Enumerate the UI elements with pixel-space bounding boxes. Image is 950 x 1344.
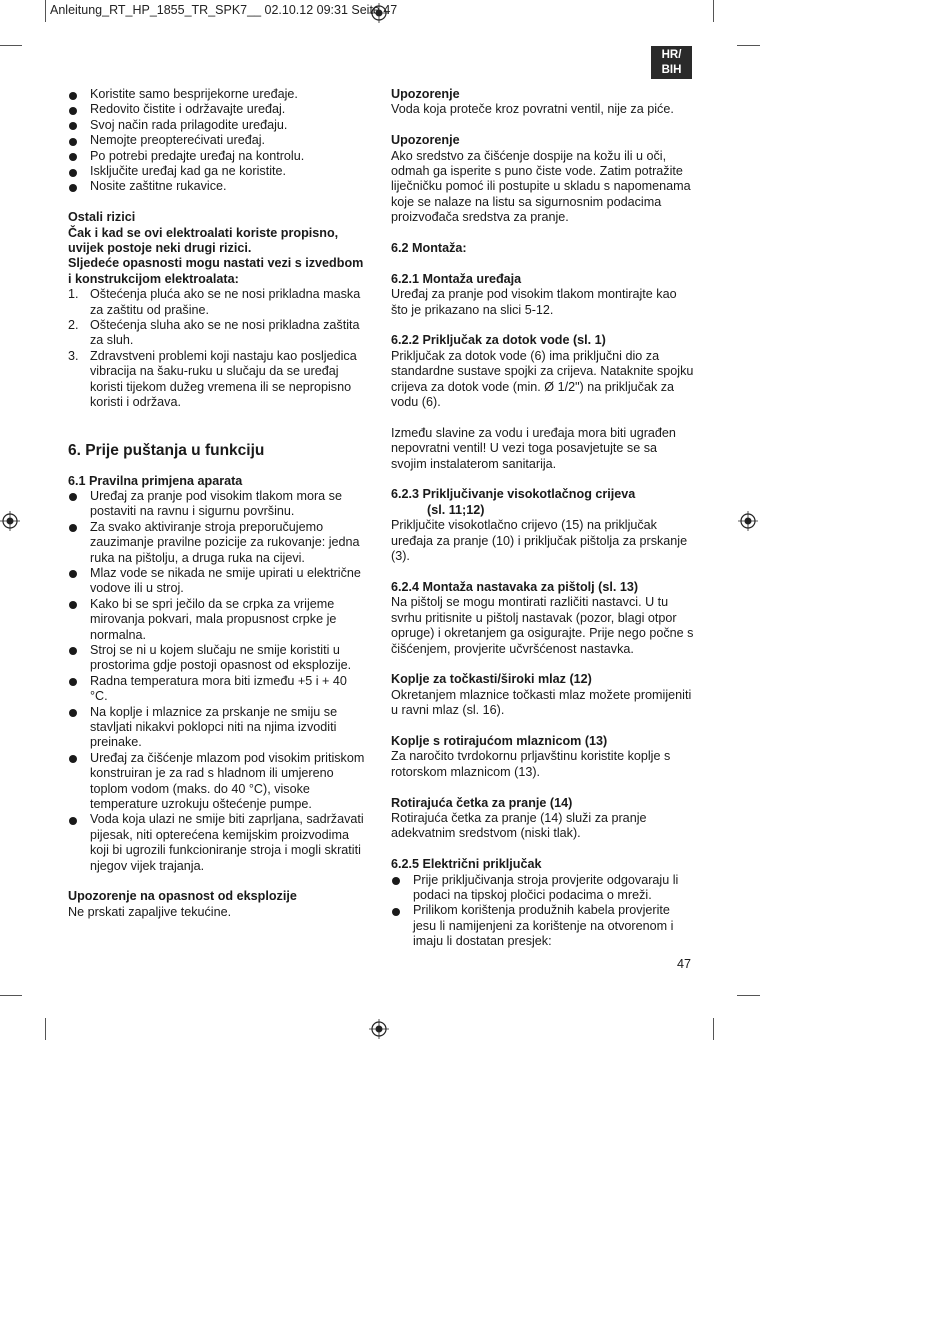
risks-heading: Ostali rizici xyxy=(68,210,136,225)
list-text: Oštećenja pluća ako se ne nosi prikladna maska za zaštitu od prašine. xyxy=(90,287,361,317)
list-item: Na koplje i mlaznice za prskanje ne smiju se stavljati nikakvi poklopci niti na njima izvoditi preinake. xyxy=(68,705,368,751)
subsection-heading: 6.2.3 Priključivanje visokotlačnog crijeva xyxy=(391,487,636,502)
list-item: Kako bi se spri ječilo da se crpka za vrijeme mirovanja pokvari, mala propusnost crpke je normalna. xyxy=(68,597,368,643)
list-item: Nosite zaštitne rukavice. xyxy=(68,179,368,194)
list-item: Nemojte preopterećivati uređaj. xyxy=(68,133,368,148)
paragraph: Rotirajuća četka za pranje (14) služi za pranje adekvatnim sredstvom (niski tlak). xyxy=(391,810,647,841)
section-title: 6. Prije puštanja u funkciju xyxy=(68,441,265,459)
paragraph: Uređaj za pranje pod visokim tlakom montirajte kao što je prikazano na slici 5-12. xyxy=(391,287,677,317)
list-item: Stroj se ni u kojem slučaju ne smije koristiti u prostorima gdje postoji opasnost od eksplozije. xyxy=(68,643,368,674)
subsection-heading: 6.2.2 Priključak za dotok vode (sl. 1) xyxy=(391,333,606,348)
list-item: Prije priključivanja stroja provjerite odgovaraju li podaci na tipskoj pločici podacima o mreži. xyxy=(391,873,696,904)
crop-mark xyxy=(0,45,22,46)
warning-text: Voda koja proteče kroz povratni ventil, nije za piće. xyxy=(391,102,674,117)
warning-heading: Upozorenje xyxy=(391,87,460,101)
left-column xyxy=(68,87,368,920)
risks-intro-2: Sljedeće opasnosti mogu nastati vezi s izvedbom i konstrukcijom elektroalata: xyxy=(68,256,364,286)
usage-bullet-list xyxy=(68,489,368,874)
list-item: Isključite uređaj kad ga ne koristite. xyxy=(68,164,368,179)
electrical-bullet-list xyxy=(391,873,696,950)
crop-mark xyxy=(713,1018,714,1040)
registration-mark-icon xyxy=(369,1019,389,1039)
print-slug: Anleitung_RT_HP_1855_TR_SPK7__ 02.10.12 09:31 Seite 47 xyxy=(50,3,398,17)
list-item: Po potrebi predajte uređaj na kontrolu. xyxy=(68,149,368,164)
paragraph: Na pištolj se mogu montirati različiti nastavci. U tu svrhu pritisnite u pištolj nastavak (pozor, blagi otpor opruge) i okretanjem ga osigurajte. Prije nego počne s čišćenjem, provjerite učvršćenost nastavka. xyxy=(391,595,694,656)
subsection-heading: 6.2.1 Montaža uređaja xyxy=(391,271,522,286)
list-text: Oštećenja sluha ako se ne nosi prikladna zaštita za sluh. xyxy=(90,318,360,348)
list-item: Uređaj za pranje pod visokim tlakom mora se postaviti na ravnu i sigurnu površinu. xyxy=(68,489,368,520)
list-item: Koristite samo besprijekorne uređaje. xyxy=(68,87,368,102)
subsection-heading-cont: (sl. 11;12) xyxy=(427,502,485,517)
registration-mark-icon xyxy=(738,511,758,531)
registration-mark-icon xyxy=(0,511,20,531)
paragraph: Za naročito tvrdokornu prljavštinu koristite koplje s rotorskom mlaznicom (13). xyxy=(391,749,671,779)
warning-heading: Upozorenje xyxy=(391,133,460,148)
list-item: Svoj način rada prilagodite uređaju. xyxy=(68,118,368,133)
subsection-heading: 6.1 Pravilna primjena aparata xyxy=(68,473,243,488)
list-number: 2. xyxy=(68,318,79,333)
language-badge-line1: HR/ xyxy=(661,49,682,61)
list-item: Za svako aktiviranje stroja preporučujemo zauzimanje pravilne pozicije za rukovanje: jedna ruka na pištolju, a druga ruka na cijevi. xyxy=(68,520,368,566)
list-number: 1. xyxy=(68,287,79,302)
paragraph: Priključak za dotok vode (6) ima priključni dio za standardne sustave spojki za crijeva. Nataknite spojku crijeva za dotok vode (min. Ø 1/2") na priključak za vodu (6). xyxy=(391,348,694,410)
paragraph: Okretanjem mlaznice točkasti mlaz možete promijeniti u ravni mlaz (sl. 16). xyxy=(391,687,692,718)
explosion-heading: Upozorenje na opasnost od eksplozije xyxy=(68,889,297,904)
list-item xyxy=(68,349,368,411)
risks-list xyxy=(68,287,368,410)
crop-mark xyxy=(737,995,760,996)
right-column xyxy=(391,87,696,950)
list-item: Mlaz vode se nikada ne smije upirati u električne vodove ili u stroj. xyxy=(68,566,368,597)
list-item: Voda koja ulazi ne smije biti zaprljana, sadržavati pijesak, niti opterećena kemijskim proizvodima koji bi ugrozili funkcioniranje stroja i mogli skratiti njegov vijek trajanja. xyxy=(68,812,368,874)
subsection-heading: 6.2 Montaža: xyxy=(391,241,467,256)
subsection-heading: 6.2.4 Montaža nastavaka za pištolj (sl. 13) xyxy=(391,579,639,594)
subsection-heading: Rotirajuća četka za pranje (14) xyxy=(391,795,573,810)
list-item: Redovito čistite i održavajte uređaj. xyxy=(68,102,368,117)
safety-bullet-list xyxy=(68,87,368,195)
crop-mark xyxy=(45,0,46,22)
subsection-heading: Koplje za točkasti/široki mlaz (12) xyxy=(391,672,592,687)
list-number: 3. xyxy=(68,348,79,363)
crop-mark xyxy=(713,0,714,22)
language-badge xyxy=(651,46,692,79)
list-item: Radna temperatura mora biti između +5 i + 40 °C. xyxy=(68,674,368,705)
list-text: Zdravstveni problemi koji nastaju kao posljedica vibracija na šaku-ruku u slučaju da se uređaj koristi tijekom dužeg vremena ili se nepropisno koristi i održava. xyxy=(90,348,357,410)
explosion-text: Ne prskati zapaljive tekućine. xyxy=(68,904,232,919)
list-item: Uređaj za čišćenje mlazom pod visokim pritiskom konstruiran je za rad s hladnom ili umjereno toplom vodom (maks. do 40 °C), visoke temperature uzrokuju oštećenje pumpe. xyxy=(68,751,368,813)
warning-text: Ako sredstvo za čišćenje dospije na kožu ili u oči, odmah ga isperite s puno čiste vode. Zatim potražite liječničku pomoć ili postupite u skladu s napomenama koje se nalaze na listu sa sigurnosnim podacima proizvođača sredstva za pranje. xyxy=(391,148,691,225)
subsection-heading: Koplje s rotirajućom mlaznicom (13) xyxy=(391,733,608,748)
crop-mark xyxy=(737,45,760,46)
paragraph: Između slavine za vodu i uređaja mora biti ugrađen nepovratni ventil! U vezi toga posavjetujte se sa svojim instalaterom sanitarija. xyxy=(391,425,676,471)
list-item xyxy=(68,287,368,318)
crop-mark xyxy=(0,995,22,996)
page-number: 47 xyxy=(677,957,692,971)
list-item: Prilikom korištenja produžnih kabela provjerite jesu li namijenjeni za korištenje na otvorenom i imaju li dostatan presjek: xyxy=(391,903,696,949)
paragraph: Priključite visokotlačno crijevo (15) na priključak uređaja za pranje (10) i priključak pištolja za prskanje (3). xyxy=(391,518,688,564)
subsection-heading: 6.2.5 Električni priključak xyxy=(391,857,542,872)
list-item xyxy=(68,318,368,349)
language-badge-line2: BIH xyxy=(661,64,682,76)
risks-intro: Čak i kad se ovi elektroalati koriste propisno, uvijek postoje neki drugi rizici. xyxy=(68,225,339,256)
crop-mark xyxy=(45,1018,46,1040)
